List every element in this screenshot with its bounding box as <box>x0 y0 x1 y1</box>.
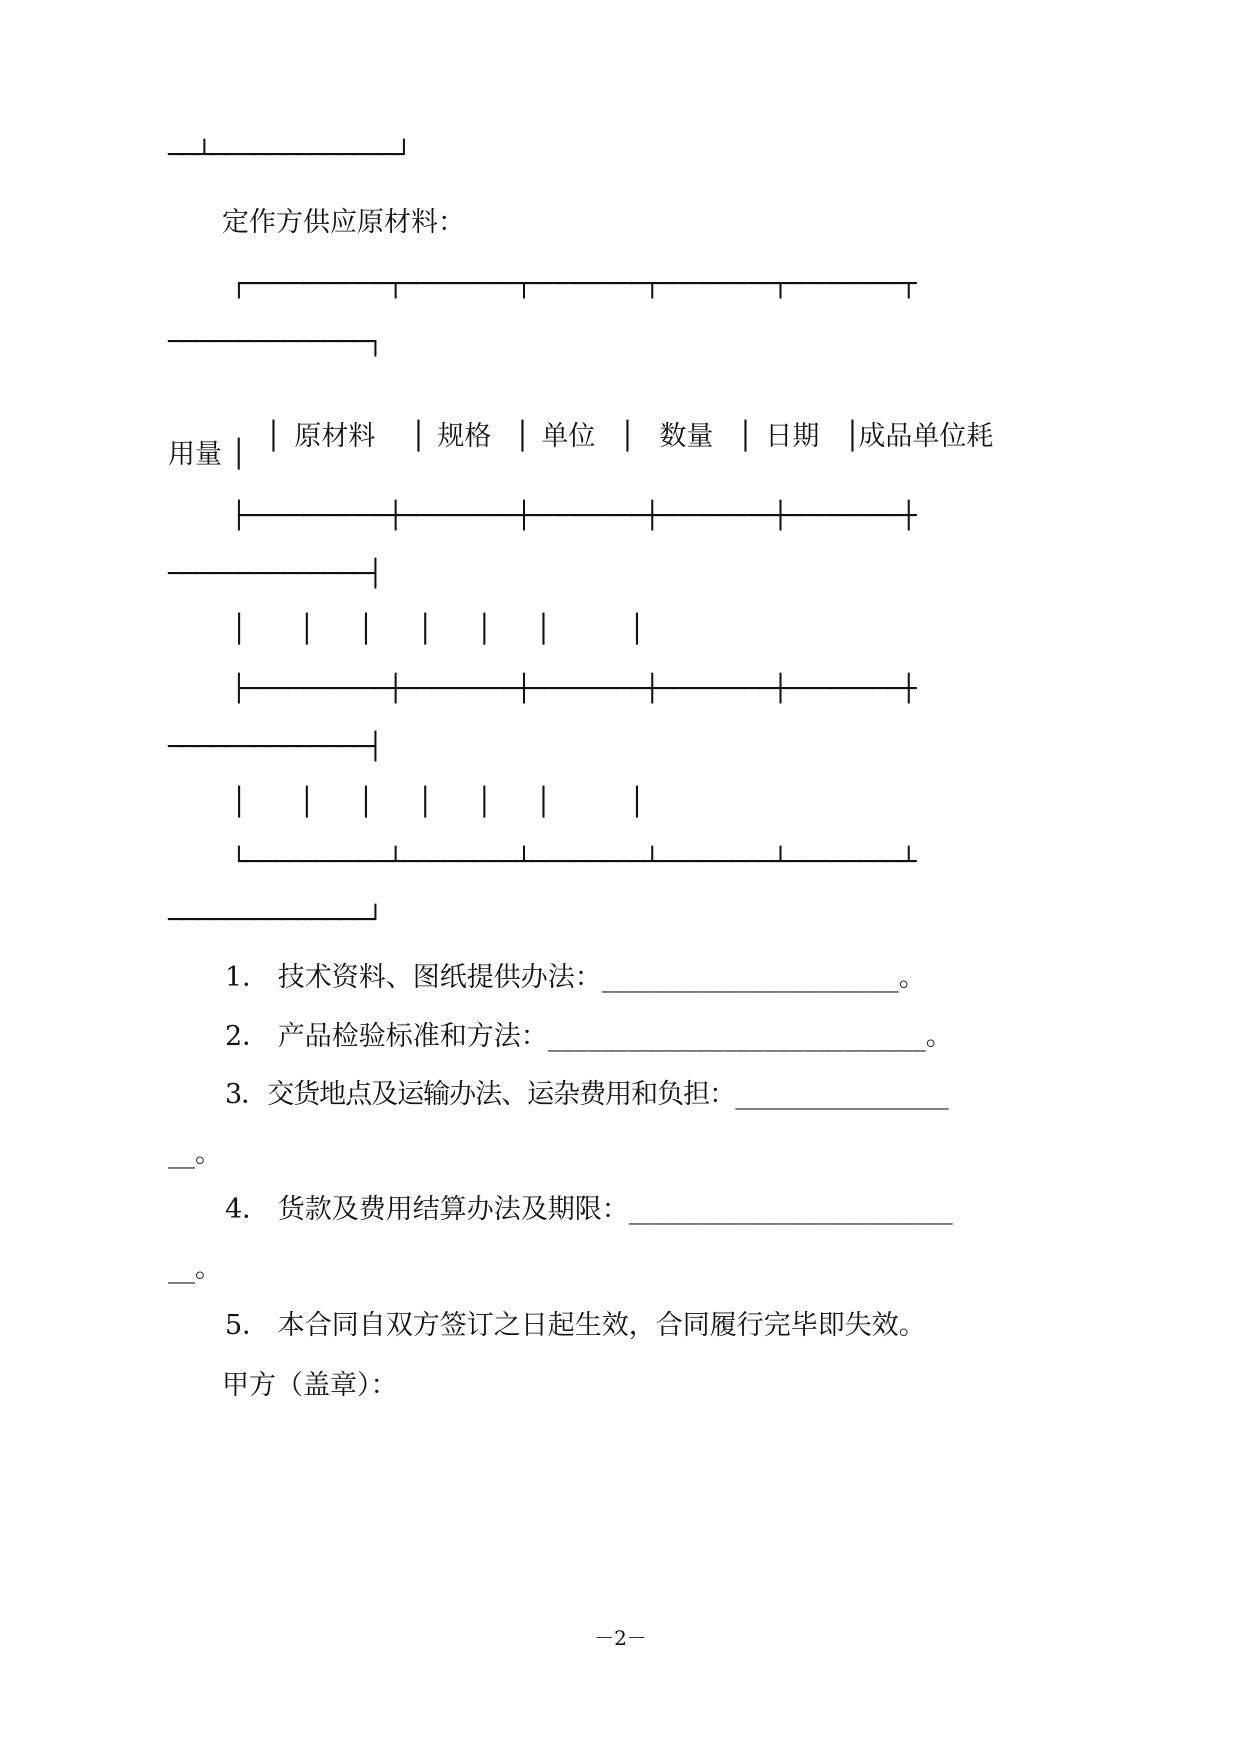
table-separator-wrap: ──────────────┤ <box>168 559 382 589</box>
table-bar: │ <box>619 421 636 452</box>
clause-4 <box>225 1190 953 1230</box>
clause-text: 技术资料、图纸提供办法： <box>277 962 602 993</box>
clause-text: 本合同自双方签订之日起生效，合同履行完毕即失效。 <box>277 1310 926 1341</box>
top-table-fragment: ──┴─────────────┘ <box>168 140 411 170</box>
table-separator-wrap: ──────────────┤ <box>168 732 382 762</box>
table-bar: │ <box>844 421 861 452</box>
table-bar: │ <box>514 421 531 452</box>
table-top-border-wrap: ──────────────┐ <box>168 327 382 357</box>
clause-number: 3． <box>225 1079 268 1110</box>
clause-1 <box>225 958 926 998</box>
table-header-row <box>231 377 993 497</box>
table-header-cell: 单位 <box>541 421 596 452</box>
clause-3-wrap: __。 <box>168 1138 222 1169</box>
clause-text: 货款及费用结算办法及期限： <box>277 1194 629 1225</box>
table-header-cell: 日期 <box>765 421 820 452</box>
table-top-border: ┌──────────┬────────┬────────┬────────┬────────┬ <box>231 269 916 299</box>
table-bottom-border: └──────────┴────────┴────────┴────────┴────────┴ <box>231 847 916 877</box>
table-bottom-border-wrap: ──────────────┘ <box>168 905 382 935</box>
table-header-cell: 原材料 <box>294 421 376 452</box>
clause-end: 。 <box>898 962 926 993</box>
table-header-cell: 数量 <box>659 421 714 452</box>
clause-number: 5． <box>225 1310 270 1341</box>
page-number: －2－ <box>594 1626 647 1650</box>
clause-end: 。 <box>925 1021 953 1052</box>
table-header-cell: 规格 <box>437 421 492 452</box>
fill-blank: _________________ <box>735 1079 948 1110</box>
clause-5 <box>225 1306 926 1346</box>
clause-number: 1． <box>225 962 270 993</box>
clause-3 <box>225 1075 948 1115</box>
fill-blank: ______________________ <box>601 962 899 993</box>
party-a-signature-label: 甲方（盖章）： <box>222 1370 398 1401</box>
table-separator: ├──────────┼────────┼────────┼────────┼────────┼ <box>231 501 916 531</box>
table-header-cell: 成品单位耗 <box>858 421 994 452</box>
section-heading: 定作方供应原材料： <box>222 207 465 238</box>
table-header-row-wrap: 用量 │ <box>168 439 247 470</box>
table-bar: │ <box>410 421 427 452</box>
fill-blank: ________________________ <box>628 1194 953 1225</box>
table-separator: ├──────────┼────────┼────────┼────────┼────────┼ <box>231 674 916 704</box>
clause-4-wrap: __。 <box>168 1253 222 1284</box>
clause-number: 4． <box>225 1194 270 1225</box>
table-bar: │ <box>737 421 754 452</box>
clause-text: 产品检验标准和方法： <box>277 1021 548 1052</box>
clause-text: 交货地点及运输办法、运杂费用和负担： <box>267 1079 736 1110</box>
table-empty-row: │ │ │ │ │ │ │ <box>231 614 646 645</box>
table-empty-row: │ │ │ │ │ │ │ <box>231 787 646 818</box>
table-bar: │ <box>265 421 282 452</box>
clause-number: 2． <box>225 1021 270 1052</box>
fill-blank: ____________________________ <box>547 1021 926 1052</box>
clause-2 <box>225 1017 953 1057</box>
